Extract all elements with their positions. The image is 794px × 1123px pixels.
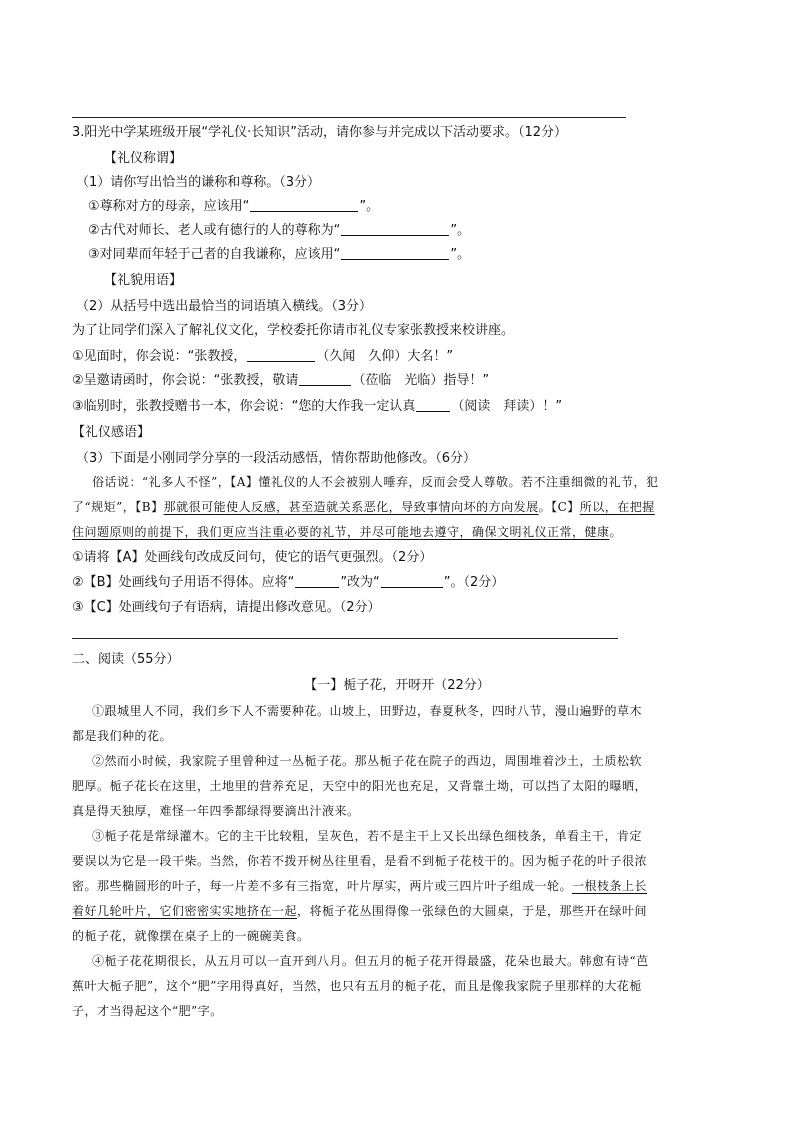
paragraph-3-line-4: 着好几轮叶片，它们密密实实地挤在一起，将栀子花丛围得像一张绿色的大圆桌，于是，那些开在绿叶间 [72, 904, 648, 918]
paragraph-4-line-1: ④栀子花花期很长，从五月可以一直开到八月。但五月的栀子花开得最盛，花朵也最大。韩愈有诗“芭 [92, 954, 649, 968]
passage-line-3: 住问题原则的前提下，我们更应当注重必要的礼节，并尽可能地去遵守，确保文明礼仪正常，健康。 [72, 525, 623, 539]
courtesy-item-2: ②呈邀请函时，你会说：“张教授，敬请 （莅临 光临）指导！” [72, 373, 490, 388]
answer-blank[interactable] [250, 198, 358, 212]
paragraph-2-line-3: 真是得天独厚，难怪一年四季都绿得要滴出汁液来。 [72, 804, 360, 818]
underlined-sentence-c: 所以，在把握 [579, 500, 655, 514]
article-title: 【一】栀子花，开呀开（22分） [304, 678, 490, 693]
courtesy-item-3: ③临别时，张教授赠书一本，你会说：“您的大作我一定认真 （阅读 拜读）！” [72, 399, 563, 414]
courtesy-item-1: ①见面时，你会说：“张教授， （久闻 久仰）大名！” [72, 349, 454, 364]
reflection-item-1: ①请将【A】处画线句改成反问句，使它的语气更强烈。（2分） [72, 550, 433, 565]
underlined-sentence-b: 那就很可能使人反感，甚至造就关系恶化，导致事情向坏的方向发展 [163, 500, 539, 514]
underlined-sentence: 一根枝条上长 [572, 879, 648, 893]
section-title-courtesy: 【礼貌用语】 [104, 273, 183, 288]
subquestion-1: （1）请你写出恰当的谦称和尊称。（3分） [76, 175, 321, 190]
answer-blank[interactable] [341, 246, 449, 260]
address-item-2: ②古代对师长、老人或有德行的人的尊称为“ ”。 [88, 223, 471, 238]
paragraph-3-line-3: 密。那些椭圆形的叶子，每一片差不多有三指宽，叶片厚实，两片或三四片叶子组成一轮。一根枝条上长 [72, 879, 648, 893]
section-title-address: 【礼仪称谓】 [104, 151, 183, 166]
reflection-item-3: ③【C】处画线句子有语病，请提出修改意见。（2分） [72, 600, 381, 615]
paragraph-3-line-1: ③栀子花是常绿灌木。它的主干比较粗，呈灰色，若不是主干上又长出绿色细枝条，单看主干，肯定 [92, 829, 643, 843]
answer-blank[interactable] [416, 398, 450, 412]
subquestion-3: （3）下面是小刚同学分享的一段活动感悟，情你帮助他修改。（6分） [76, 451, 477, 466]
paragraph-2-line-1: ②然而小时候，我家院子里曾种过一丛栀子花。那丛栀子花在院子的西边，周围堆着沙土，土质松软 [92, 754, 643, 768]
passage-line-2: 了“规矩”，【B】那就很可能使人反感，甚至造就关系恶化，导致事情向坏的方向发展。【C】所以，在把握 [72, 500, 655, 514]
answer-blank[interactable] [299, 372, 351, 386]
paragraph-1-line-1: ①跟城里人不同，我们乡下人不需要种花。山坡上，田野边，春夏秋冬，四时八节，漫山遍野的草木 [92, 704, 643, 718]
reading-section-title: 二、阅读（55分） [72, 652, 180, 667]
paragraph-3-line-5: 的栀子花，就像摆在桌子上的一碗碗美食。 [72, 929, 310, 943]
reflection-item-2: ②【B】处画线句子用语不得体。应将“ ”改为“ ”。（2分） [72, 575, 505, 590]
paragraph-4-line-2: 蕉叶大栀子肥”，这个“肥”字用得真好，当然，也只有五月的栀子花，而且是像我家院子里那样的大花栀 [72, 979, 642, 993]
passage-line-1: 俗话说：“礼多人不怪”，【A】懂礼仪的人不会被别人唾弃，反而会受人尊敬。若不注重细微的礼节，犯 [92, 475, 659, 489]
underlined-sentence-cont: 着好几轮叶片，它们密密实实地挤在一起 [72, 904, 298, 918]
paragraph-1-line-2: 都是我们种的花。 [72, 729, 173, 743]
section-title-reflection: 【礼仪感语】 [72, 425, 151, 440]
answer-blank[interactable] [381, 574, 443, 588]
courtesy-intro: 为了让同学们深入了解礼仪文化，学校委托你请市礼仪专家张教授来校讲座。 [72, 323, 515, 338]
address-item-1: ①尊称对方的母亲，应该用“ ”。 [88, 199, 380, 214]
paragraph-4-line-3: 子，才当得起这个“肥”字。 [72, 1004, 223, 1018]
paragraph-2-line-2: 肥厚。栀子花长在这里，土地里的营养充足，天空中的阳光也充足，又背靠土坳，可以挡了太阳的曝晒， [72, 779, 648, 793]
answer-line[interactable] [72, 638, 618, 639]
address-item-3: ③对同辈而年轻于己者的自我谦称，应该用“ ”。 [88, 247, 471, 262]
answer-blank[interactable] [247, 348, 315, 362]
question-3-title: 3.阳光中学某班级开展“学礼仪·长知识”活动，请你参与并完成以下活动要求。（12分） [72, 125, 568, 140]
subquestion-2: （2）从括号中选出最恰当的词语填入横线。（3分） [76, 299, 373, 314]
paragraph-3-line-2: 要误以为它是一段干柴。当然，你若不拨开树丛往里看，是看不到栀子花枝干的。因为栀子花的叶子很浓 [72, 854, 648, 868]
underlined-sentence-c-cont: 住问题原则的前提下，我们更应当注重必要的礼节，并尽可能地去遵守，确保文明礼仪正常，健康 [72, 525, 610, 539]
top-divider [72, 117, 626, 118]
answer-blank[interactable] [341, 222, 449, 236]
answer-blank[interactable] [295, 574, 339, 588]
